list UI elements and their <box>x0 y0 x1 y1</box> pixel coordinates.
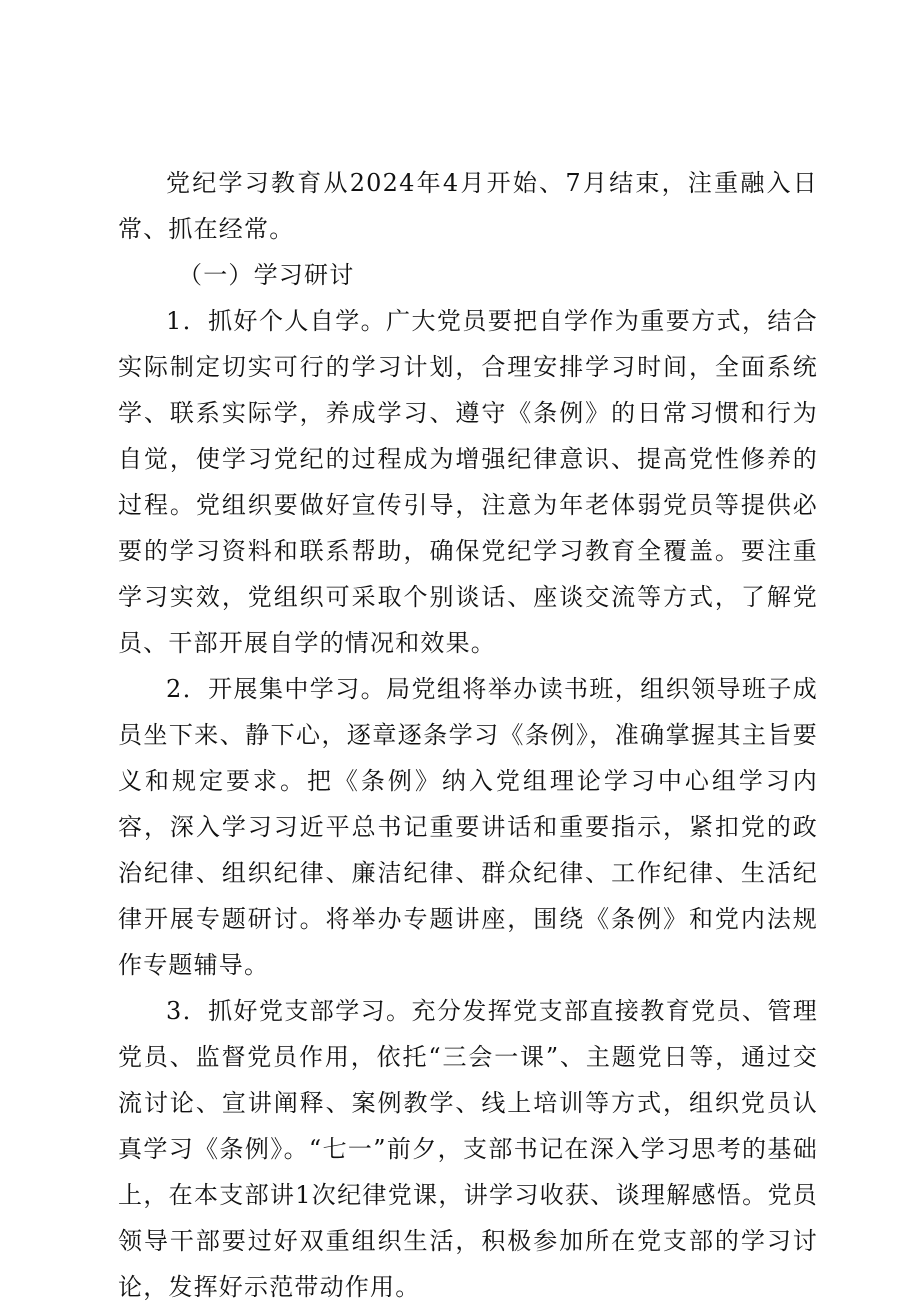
paragraph-centralized-study: 2．开展集中学习。局党组将举办读书班，组织领导班子成员坐下来、静下心，逐章逐条学习《条例》，准确掌握其主旨要义和规定要求。把《条例》纳入党组理论学习中心组学习内容，深入学习习近平总书记重要讲话和重要指示，紧扣党的政治纪律、组织纪律、廉洁纪律、群众纪律、工作纪律、生活纪律开展专题研讨。将举办专题讲座，围绕《条例》和党内法规作专题辅导。 <box>118 675 818 979</box>
paragraph-branch-study: 3．抓好党支部学习。充分发挥党支部直接教育党员、管理党员、监督党员作用，依托“三会一课”、主题党日等，通过交流讨论、宣讲阐释、案例教学、线上培训等方式，组织党员认真学习《条例》。“七一”前夕，支部书记在深入学习思考的基础上，在本支部讲1次纪律党课，讲学习收获、谈理解感悟。党员领导干部要过好双重组织生活，积极参加所在党支部的学习讨论，发挥好示范带动作用。 <box>118 997 818 1301</box>
intro-paragraph: 党纪学习教育从2024年4月开始、7月结束，注重融入日常、抓在经常。 <box>118 169 818 243</box>
section-heading: （一）学习研讨 <box>178 261 355 289</box>
paragraph-self-study: 1．抓好个人自学。广大党员要把自学作为重要方式，结合实际制定切实可行的学习计划，合理安排学习时间，全面系统学、联系实际学，养成学习、遵守《条例》的日常习惯和行为自觉，使学习党纪的过程成为增强纪律意识、提高党性修养的过程。党组织要做好宣传引导，注意为年老体弱党员等提供必要的学习资料和联系帮助，确保党纪学习教育全覆盖。要注重学习实效，党组织可采取个别谈话、座谈交流等方式，了解党员、干部开展自学的情况和效果。 <box>118 307 818 657</box>
document-body <box>118 160 818 1310</box>
